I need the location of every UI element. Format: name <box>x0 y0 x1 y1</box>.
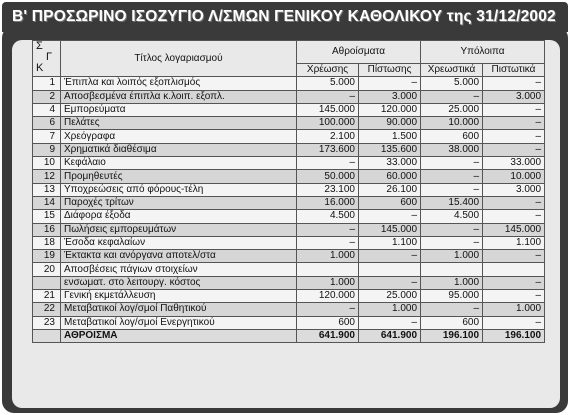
header-totals: Αθροίσματα <box>297 41 421 64</box>
row-credit-balance: 33.000 <box>483 157 545 170</box>
header-sgk-k: Κ <box>36 62 44 74</box>
table-row <box>33 223 545 236</box>
row-title: Αποσβέσεις πάγιων στοιχείων <box>61 263 297 276</box>
row-code: 20 <box>33 263 61 276</box>
row-debit-balance: 95.000 <box>421 290 483 303</box>
header-sgk-g: Γ <box>46 51 53 63</box>
row-title: Πωλήσεις εμπορευμάτων <box>61 223 297 236</box>
row-credit: – <box>359 276 421 289</box>
row-title: Παροχές τρίτων <box>61 196 297 209</box>
row-code: 14 <box>33 196 61 209</box>
table-row <box>33 183 545 196</box>
row-code: 12 <box>33 170 61 183</box>
row-credit: 1.100 <box>359 236 421 249</box>
row-code: 9 <box>33 143 61 156</box>
trial-balance-table <box>32 40 545 343</box>
table-row <box>33 303 545 316</box>
row-code: 15 <box>33 210 61 223</box>
row-credit: 90.000 <box>359 117 421 130</box>
row-credit: 60.000 <box>359 170 421 183</box>
row-debit: – <box>297 303 359 316</box>
row-code: 22 <box>33 303 61 316</box>
row-title: Κεφάλαιο <box>61 157 297 170</box>
header-sgk <box>33 41 61 77</box>
row-credit: – <box>359 250 421 263</box>
row-code: 1 <box>33 77 61 90</box>
header-debit: Χρέωσης <box>297 64 359 77</box>
table-row <box>33 210 545 223</box>
row-title: Γενική εκμετάλλευση <box>61 290 297 303</box>
row-debit: 4.500 <box>297 210 359 223</box>
table-row <box>33 157 545 170</box>
row-debit-balance <box>421 263 483 276</box>
row-debit-balance: 10.000 <box>421 117 483 130</box>
row-credit-balance: 145.000 <box>483 223 545 236</box>
row-debit-balance: – <box>421 223 483 236</box>
header-credit: Πίστωσης <box>359 64 421 77</box>
table-row <box>33 77 545 90</box>
row-debit: 120.000 <box>297 290 359 303</box>
row-code: 13 <box>33 183 61 196</box>
table-frame <box>2 26 568 413</box>
row-debit: – <box>297 90 359 103</box>
table-row <box>33 316 545 329</box>
table-panel <box>12 40 560 408</box>
row-debit-balance: – <box>421 236 483 249</box>
row-credit: 33.000 <box>359 157 421 170</box>
table-row <box>33 130 545 143</box>
row-credit: – <box>359 316 421 329</box>
total-credit: 641.900 <box>359 329 421 342</box>
row-debit: 2.100 <box>297 130 359 143</box>
row-code: 4 <box>33 103 61 116</box>
row-credit-balance: – <box>483 77 545 90</box>
row-code: 18 <box>33 236 61 249</box>
row-debit: 16.000 <box>297 196 359 209</box>
row-debit: 1.000 <box>297 276 359 289</box>
table-row <box>33 90 545 103</box>
row-debit: – <box>297 236 359 249</box>
row-debit-balance: 600 <box>421 130 483 143</box>
row-credit: 145.000 <box>359 223 421 236</box>
row-credit-balance: 1.100 <box>483 236 545 249</box>
row-credit-balance: – <box>483 250 545 263</box>
row-title: Μεταβατικοί λογ/σμοί Παθητικού <box>61 303 297 316</box>
total-row <box>33 329 545 342</box>
row-code: 21 <box>33 290 61 303</box>
row-title: Αποσβεσμένα έπιπλα κ.λοιπ. εξοπλ. <box>61 90 297 103</box>
row-credit-balance: 10.000 <box>483 170 545 183</box>
row-credit-balance: 1.000 <box>483 303 545 316</box>
row-debit: 5.000 <box>297 77 359 90</box>
row-credit: 1.000 <box>359 303 421 316</box>
total-debit: 641.900 <box>297 329 359 342</box>
table-row <box>33 263 545 276</box>
table-row <box>33 290 545 303</box>
row-debit: 173.600 <box>297 143 359 156</box>
row-title: Χρεόγραφα <box>61 130 297 143</box>
row-credit: 120.000 <box>359 103 421 116</box>
row-credit-balance: – <box>483 316 545 329</box>
row-code: 23 <box>33 316 61 329</box>
row-debit-balance: – <box>421 170 483 183</box>
row-debit-balance: 600 <box>421 316 483 329</box>
table-row <box>33 236 545 249</box>
row-title: Εμπορεύματα <box>61 103 297 116</box>
table-row <box>33 250 545 263</box>
row-code: 16 <box>33 223 61 236</box>
row-debit-balance: 1.000 <box>421 250 483 263</box>
row-credit: – <box>359 77 421 90</box>
table-row <box>33 143 545 156</box>
row-credit-balance: – <box>483 143 545 156</box>
row-debit: 600 <box>297 316 359 329</box>
header-debit-balance: Χρεωστικά <box>421 64 483 77</box>
row-title: ενσωματ. στο λειτουργ. κόστος <box>61 276 297 289</box>
row-code <box>33 276 61 289</box>
row-debit-balance: 5.000 <box>421 77 483 90</box>
row-title: Προμηθευτές <box>61 170 297 183</box>
table-row <box>33 170 545 183</box>
row-credit-balance: 3.000 <box>483 183 545 196</box>
row-credit-balance: – <box>483 276 545 289</box>
header-account-title: Τίτλος λογαριασμού <box>61 41 297 77</box>
row-credit-balance <box>483 263 545 276</box>
row-debit: 100.000 <box>297 117 359 130</box>
row-title: Πελάτες <box>61 117 297 130</box>
row-debit: 1.000 <box>297 250 359 263</box>
row-title: Έκτακτα και ανόργανα αποτελ/στα <box>61 250 297 263</box>
row-debit-balance: 38.000 <box>421 143 483 156</box>
row-credit: 135.600 <box>359 143 421 156</box>
header-sgk-s: Σ <box>36 40 43 52</box>
row-credit-balance: – <box>483 130 545 143</box>
row-title: Έσοδα κεφαλαίων <box>61 236 297 249</box>
total-credit-balance: 196.100 <box>483 329 545 342</box>
row-debit-balance: 4.500 <box>421 210 483 223</box>
row-code: 19 <box>33 250 61 263</box>
total-debit-balance: 196.100 <box>421 329 483 342</box>
row-credit-balance: 3.000 <box>483 90 545 103</box>
row-debit-balance: 1.000 <box>421 276 483 289</box>
total-label: ΑΘΡΟΙΣΜΑ <box>61 329 297 342</box>
table-row <box>33 276 545 289</box>
row-credit <box>359 263 421 276</box>
row-credit: – <box>359 210 421 223</box>
row-debit: 23.100 <box>297 183 359 196</box>
row-debit: 50.000 <box>297 170 359 183</box>
row-debit-balance: 15.400 <box>421 196 483 209</box>
row-debit: – <box>297 223 359 236</box>
row-debit: 145.000 <box>297 103 359 116</box>
total-code <box>33 329 61 342</box>
row-credit: 25.000 <box>359 290 421 303</box>
row-title: Μεταβατικοί λογ/σμοί Ενεργητικού <box>61 316 297 329</box>
row-title: Χρηματικά διαθέσιμα <box>61 143 297 156</box>
row-debit: – <box>297 157 359 170</box>
row-credit: 600 <box>359 196 421 209</box>
row-credit: 26.100 <box>359 183 421 196</box>
row-title: Έπιπλα και λοιπός εξοπλισμός <box>61 77 297 90</box>
row-code: 10 <box>33 157 61 170</box>
row-credit-balance: – <box>483 103 545 116</box>
row-debit-balance: – <box>421 303 483 316</box>
row-debit <box>297 263 359 276</box>
row-credit-balance: – <box>483 290 545 303</box>
header-balances: Υπόλοιπα <box>421 41 545 64</box>
table-row <box>33 196 545 209</box>
table-row <box>33 103 545 116</box>
row-debit-balance: – <box>421 183 483 196</box>
row-credit: 1.500 <box>359 130 421 143</box>
row-code: 2 <box>33 90 61 103</box>
row-debit-balance: – <box>421 157 483 170</box>
row-credit-balance: – <box>483 196 545 209</box>
row-credit-balance: – <box>483 210 545 223</box>
row-debit-balance: 25.000 <box>421 103 483 116</box>
row-debit-balance: – <box>421 90 483 103</box>
row-credit: 3.000 <box>359 90 421 103</box>
row-code: 6 <box>33 117 61 130</box>
row-title: Διάφορα έξοδα <box>61 210 297 223</box>
row-credit-balance: – <box>483 117 545 130</box>
document-title: Β' ΠΡΟΣΩΡΙΝΟ ΙΣΟΖΥΓΙΟ Λ/ΣΜΩΝ ΓΕΝΙΚΟΥ ΚΑΘΟΛΙΚΟΥ της 31/12/2002 <box>12 8 556 25</box>
header-credit-balance: Πιστωτικά <box>483 64 545 77</box>
row-title: Υποχρεώσεις από φόρους-τέλη <box>61 183 297 196</box>
row-code: 7 <box>33 130 61 143</box>
table-row <box>33 117 545 130</box>
